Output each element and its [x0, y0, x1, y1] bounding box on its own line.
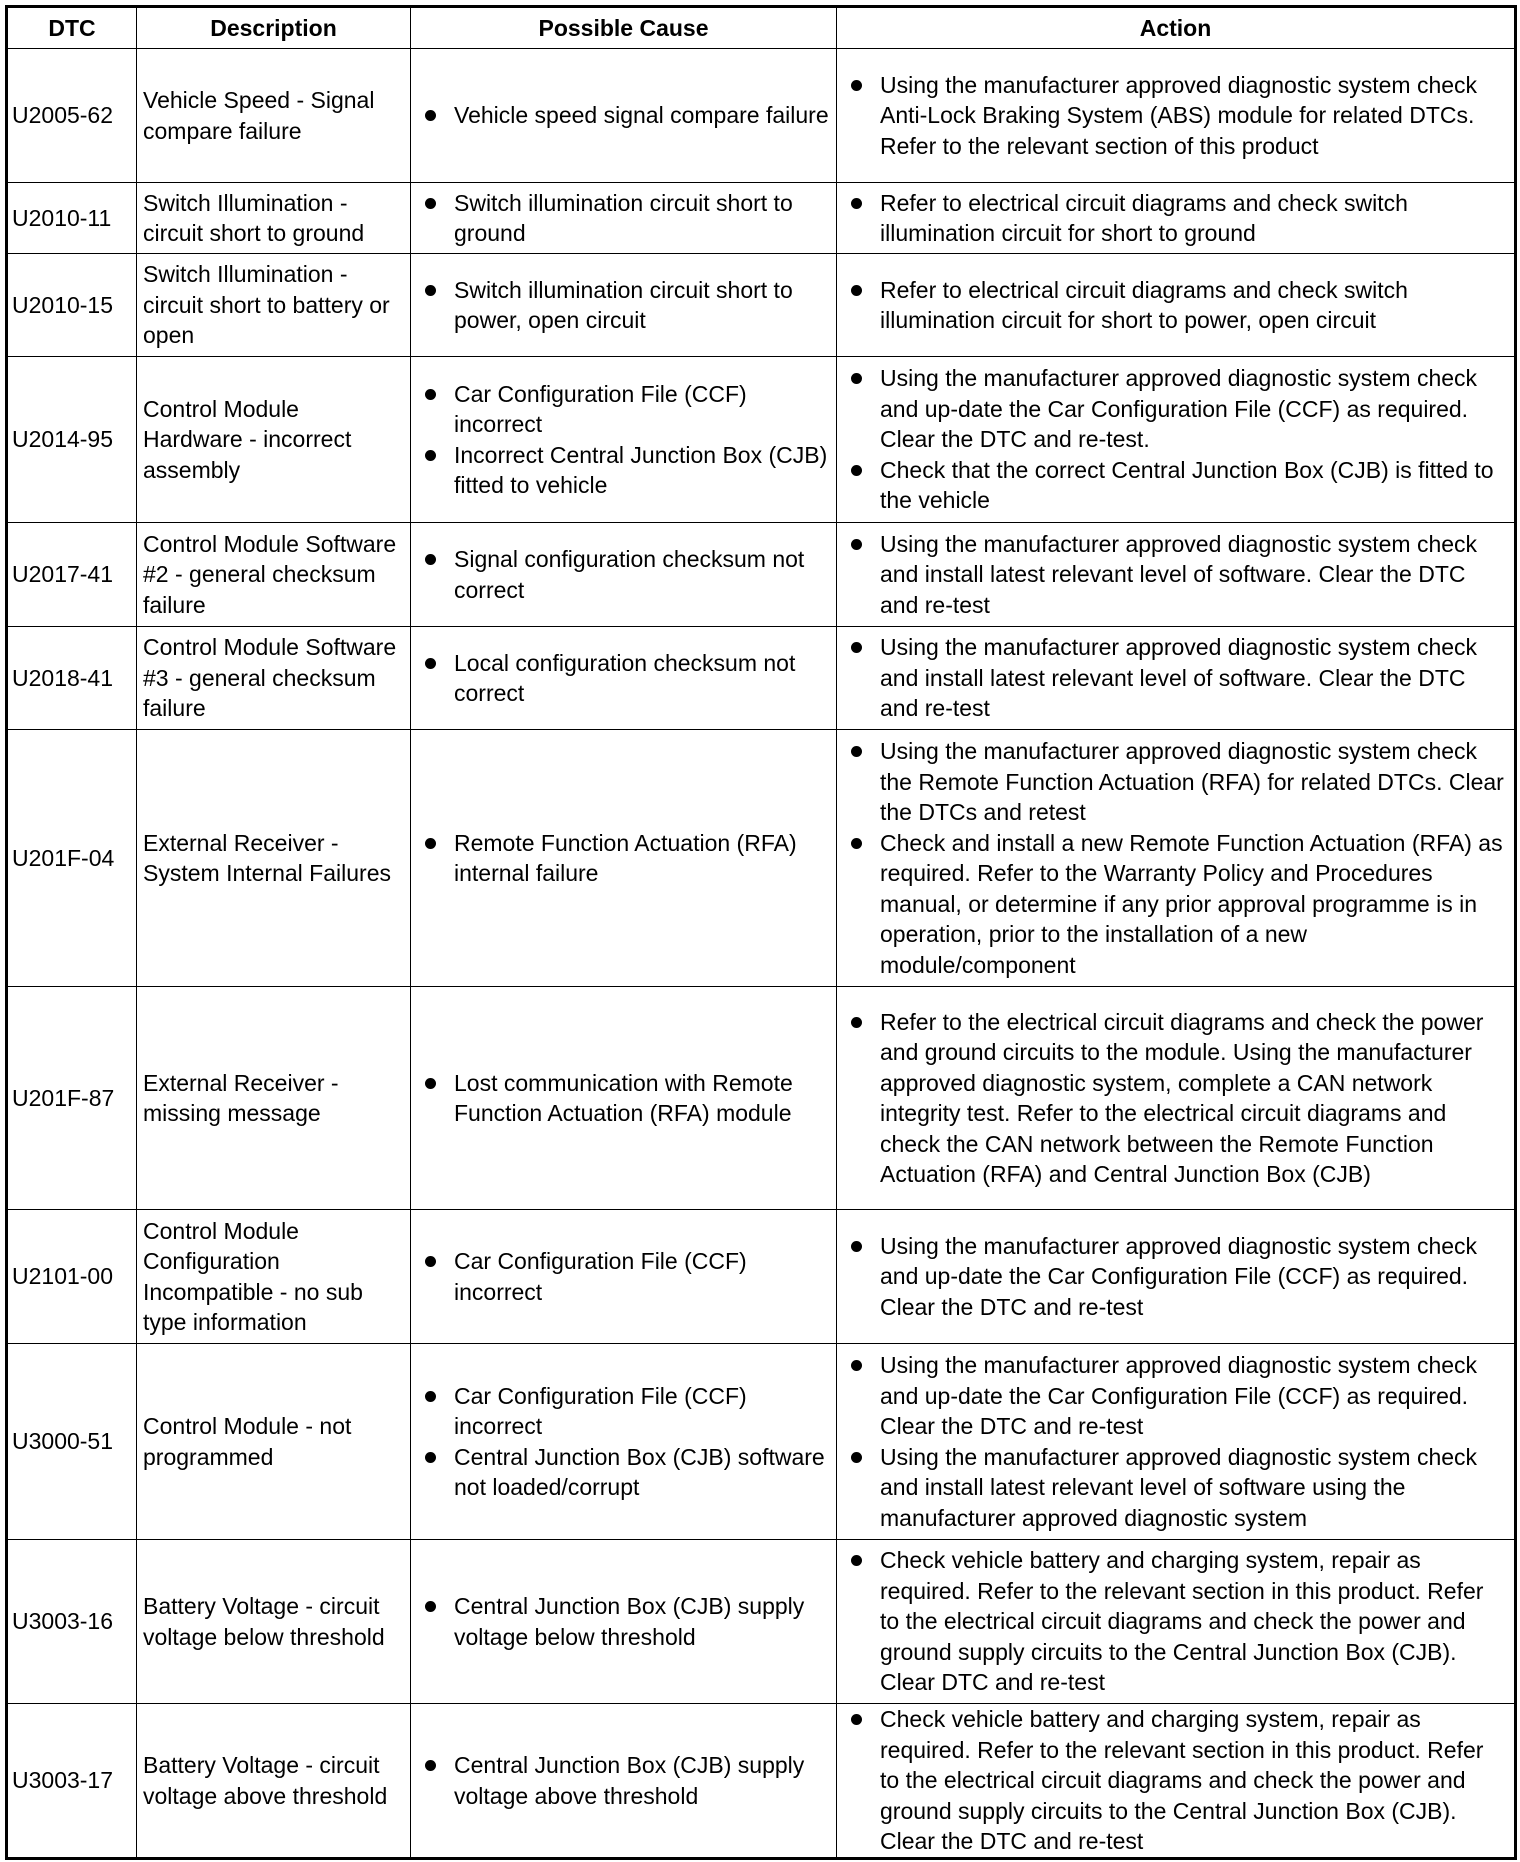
cause-item: Local configuration checksum not correct: [417, 648, 830, 709]
header-dtc: DTC: [7, 7, 137, 49]
bullet-list: [417, 275, 830, 336]
table-row: [7, 523, 1516, 627]
action-item: Using the manufacturer approved diagnostic system check and up-date the Car Configuration File (CCF) as required. Clear the DTC and re-test.: [843, 363, 1508, 455]
dtc-code: U3003-17: [7, 1704, 137, 1859]
action-item: Refer to the electrical circuit diagrams and check the power and ground circuits to the module. Using the manufacturer approved diagnostic system, complete a CAN network integrity test. Refer to the electrical circuit diagrams and check the CAN network between the Remote Function Actuation (RFA) and Central Junction Box (CJB): [843, 1007, 1508, 1190]
table-row: [7, 1210, 1516, 1344]
bullet-list: [843, 736, 1508, 980]
action-item: Check that the correct Central Junction Box (CJB) is fitted to the vehicle: [843, 455, 1508, 516]
possible-cause-cell: [411, 49, 837, 183]
action-item: Using the manufacturer approved diagnostic system check Anti-Lock Braking System (ABS) module for related DTCs. Refer to the relevant section of this product: [843, 70, 1508, 162]
bullet-list: [843, 529, 1508, 621]
bullet-list: [417, 1068, 830, 1129]
bullet-list: [843, 70, 1508, 162]
table-row: [7, 254, 1516, 357]
bullet-list: [843, 1231, 1508, 1323]
possible-cause-cell: [411, 254, 837, 357]
action-cell: [837, 987, 1516, 1210]
action-cell: [837, 627, 1516, 730]
description-cell: Battery Voltage - circuit voltage above threshold: [137, 1704, 411, 1859]
table-row: [7, 183, 1516, 254]
bullet-list: [843, 1350, 1508, 1533]
cause-item: Vehicle speed signal compare failure: [417, 100, 830, 131]
bullet-list: [417, 1750, 830, 1811]
description-cell: Control Module - not programmed: [137, 1344, 411, 1540]
header-action: Action: [837, 7, 1516, 49]
action-cell: [837, 523, 1516, 627]
bullet-list: [843, 1704, 1508, 1857]
action-cell: [837, 1344, 1516, 1540]
cause-item: Central Junction Box (CJB) software not loaded/corrupt: [417, 1442, 830, 1503]
dtc-code: U2017-41: [7, 523, 137, 627]
dtc-code: U2010-11: [7, 183, 137, 254]
description-cell: Battery Voltage - circuit voltage below threshold: [137, 1540, 411, 1704]
dtc-code: U2101-00: [7, 1210, 137, 1344]
possible-cause-cell: [411, 1344, 837, 1540]
possible-cause-cell: [411, 1704, 837, 1859]
description-cell: Switch Illumination - circuit short to battery or open: [137, 254, 411, 357]
action-cell: [837, 730, 1516, 987]
possible-cause-cell: [411, 1210, 837, 1344]
possible-cause-cell: [411, 523, 837, 627]
dtc-code: U3000-51: [7, 1344, 137, 1540]
description-cell: Control Module Configuration Incompatible - no sub type information: [137, 1210, 411, 1344]
table-row: [7, 1540, 1516, 1704]
action-item: Using the manufacturer approved diagnostic system check and up-date the Car Configuration File (CCF) as required. Clear the DTC and re-test: [843, 1350, 1508, 1442]
possible-cause-cell: [411, 183, 837, 254]
possible-cause-cell: [411, 627, 837, 730]
action-item: Using the manufacturer approved diagnostic system check the Remote Function Actuation (RFA) for related DTCs. Clear the DTCs and retest: [843, 736, 1508, 828]
bullet-list: [843, 275, 1508, 336]
action-cell: [837, 254, 1516, 357]
cause-item: Signal configuration checksum not correct: [417, 544, 830, 605]
cause-item: Switch illumination circuit short to ground: [417, 188, 830, 249]
description-cell: Control Module Software #2 - general checksum failure: [137, 523, 411, 627]
action-item: Using the manufacturer approved diagnostic system check and install latest relevant level of software. Clear the DTC and re-test: [843, 529, 1508, 621]
action-item: Check vehicle battery and charging system, repair as required. Refer to the relevant section in this product. Refer to the electrical circuit diagrams and check the power and ground supply circuits to the Central Junction Box (CJB). Clear the DTC and re-test: [843, 1704, 1508, 1857]
dtc-code: U2005-62: [7, 49, 137, 183]
action-item: Using the manufacturer approved diagnostic system check and install latest relevant level of software using the manufacturer approved diagnostic system: [843, 1442, 1508, 1534]
bullet-list: [843, 632, 1508, 724]
action-item: Using the manufacturer approved diagnostic system check and install latest relevant level of software. Clear the DTC and re-test: [843, 632, 1508, 724]
action-cell: [837, 1210, 1516, 1344]
cause-item: Switch illumination circuit short to power, open circuit: [417, 275, 830, 336]
header-row: [7, 7, 1516, 49]
description-cell: Control Module Hardware - incorrect assembly: [137, 357, 411, 523]
action-cell: [837, 357, 1516, 523]
bullet-list: [843, 1007, 1508, 1190]
table-row: [7, 1704, 1516, 1859]
cause-item: Incorrect Central Junction Box (CJB) fitted to vehicle: [417, 440, 830, 501]
description-cell: Switch Illumination - circuit short to ground: [137, 183, 411, 254]
header-description: Description: [137, 7, 411, 49]
action-cell: [837, 1704, 1516, 1859]
bullet-list: [843, 188, 1508, 249]
action-item: Check vehicle battery and charging system, repair as required. Refer to the relevant section in this product. Refer to the electrical circuit diagrams and check the power and ground supply circuits to the Central Junction Box (CJB). Clear DTC and re-test: [843, 1545, 1508, 1698]
action-item: Using the manufacturer approved diagnostic system check and up-date the Car Configuration File (CCF) as required. Clear the DTC and re-test: [843, 1231, 1508, 1323]
header-possible-cause: Possible Cause: [411, 7, 837, 49]
dtc-code: U201F-04: [7, 730, 137, 987]
possible-cause-cell: [411, 357, 837, 523]
bullet-list: [417, 188, 830, 249]
table-row: [7, 357, 1516, 523]
action-item: Refer to electrical circuit diagrams and check switch illumination circuit for short to power, open circuit: [843, 275, 1508, 336]
bullet-list: [843, 1545, 1508, 1698]
action-cell: [837, 183, 1516, 254]
possible-cause-cell: [411, 730, 837, 987]
dtc-code: U201F-87: [7, 987, 137, 1210]
bullet-list: [417, 544, 830, 605]
description-cell: Control Module Software #3 - general checksum failure: [137, 627, 411, 730]
bullet-list: [843, 363, 1508, 516]
bullet-list: [417, 648, 830, 709]
cause-item: Lost communication with Remote Function Actuation (RFA) module: [417, 1068, 830, 1129]
action-cell: [837, 49, 1516, 183]
table-row: [7, 49, 1516, 183]
dtc-code: U2010-15: [7, 254, 137, 357]
bullet-list: [417, 1591, 830, 1652]
table-row: [7, 987, 1516, 1210]
bullet-list: [417, 100, 830, 131]
table-row: [7, 1344, 1516, 1540]
table-row: [7, 730, 1516, 987]
bullet-list: [417, 379, 830, 501]
possible-cause-cell: [411, 1540, 837, 1704]
description-cell: Vehicle Speed - Signal compare failure: [137, 49, 411, 183]
dtc-table: [5, 5, 1517, 1860]
bullet-list: [417, 828, 830, 889]
cause-item: Remote Function Actuation (RFA) internal failure: [417, 828, 830, 889]
dtc-code: U2018-41: [7, 627, 137, 730]
action-cell: [837, 1540, 1516, 1704]
dtc-code: U3003-16: [7, 1540, 137, 1704]
cause-item: Car Configuration File (CCF) incorrect: [417, 1246, 830, 1307]
cause-item: Car Configuration File (CCF) incorrect: [417, 379, 830, 440]
bullet-list: [417, 1381, 830, 1503]
cause-item: Car Configuration File (CCF) incorrect: [417, 1381, 830, 1442]
bullet-list: [417, 1246, 830, 1307]
cause-item: Central Junction Box (CJB) supply voltage above threshold: [417, 1750, 830, 1811]
description-cell: External Receiver - System Internal Failures: [137, 730, 411, 987]
cause-item: Central Junction Box (CJB) supply voltage below threshold: [417, 1591, 830, 1652]
possible-cause-cell: [411, 987, 837, 1210]
dtc-code: U2014-95: [7, 357, 137, 523]
description-cell: External Receiver - missing message: [137, 987, 411, 1210]
action-item: Check and install a new Remote Function Actuation (RFA) as required. Refer to the Warranty Policy and Procedures manual, or determine if any prior approval programme is in operation, prior to the installation of a new module/component: [843, 828, 1508, 981]
table-row: [7, 627, 1516, 730]
action-item: Refer to electrical circuit diagrams and check switch illumination circuit for short to ground: [843, 188, 1508, 249]
